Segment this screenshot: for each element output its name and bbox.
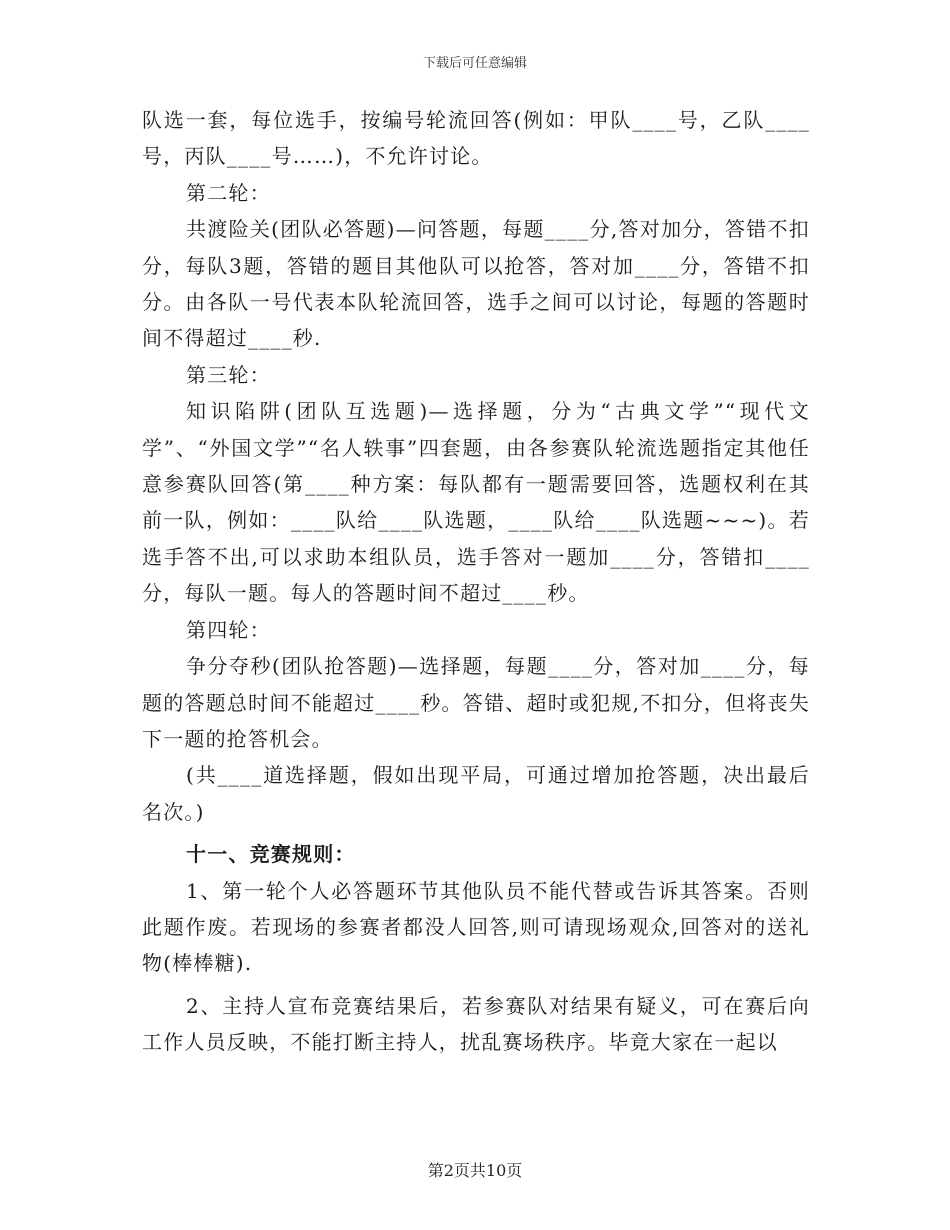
document-body	[142, 102, 810, 1061]
round-three-label: 第三轮：	[186, 362, 271, 387]
round-two-rules: 共渡险关(团队必答题)—问答题，每题____分,答对加分，答错不扣分，每队3题，答错的题目其他队可以抢答，答对加____分，答错不扣分。由各队一号代表本队轮流回答，选手之间可以讨论，每题的答题时间不得超过____秒.	[142, 217, 810, 351]
page-header: 下载后可任意编辑	[422, 56, 527, 71]
rule-item-1: 1、第一轮个人必答题环节其他队员不能代替或告诉其答案。否则此题作废。若现场的参赛者都没人回答,则可请现场观众,回答对的送礼物(棒棒糖).	[142, 878, 810, 976]
tiebreak-note: (共____道选择题，假如出现平局，可通过增加抢答题，决出最后名次。)	[142, 763, 810, 824]
round-four-label: 第四轮：	[186, 617, 271, 642]
page-footer: 第2页共10页	[427, 1161, 523, 1180]
round-four-rules: 争分夺秒(团队抢答题)—选择题，每题____分，答对加____分，每题的答题总时间不能超过____秒。答错、超时或犯规,不扣分，但将丧失下一题的抢答机会。	[142, 654, 810, 751]
rule-item-2: 2、主持人宣布竞赛结果后，若参赛队对结果有疑义，可在赛后向工作人员反映，不能打断主持人，扰乱赛场秩序。毕竟大家在一起以	[142, 993, 810, 1055]
paragraph-continuation: 队选一套，每位选手，按编号轮流回答(例如：甲队____号，乙队____号，丙队____号……)，不允许讨论。	[142, 108, 810, 169]
round-three-rules: 知识陷阱(团队互选题)—选择题，分为“古典文学”“现代文学”、“外国文学”“名人轶事”四套题，由各参赛队轮流选题指定其他任意参赛队回答(第____种方案：每队都有一题需要回答，选题权利在其前一队，例如：____队给____队选题，____队给____队选题~~~)。若选手答不出,可以求助本组队员，选手答对一题加____分，答错扣____分，每队一题。每人的答题时间不超过____秒。	[142, 399, 810, 606]
round-two-label: 第二轮：	[186, 180, 271, 205]
section-heading-rules: 十一、竞赛规则：	[186, 842, 356, 867]
